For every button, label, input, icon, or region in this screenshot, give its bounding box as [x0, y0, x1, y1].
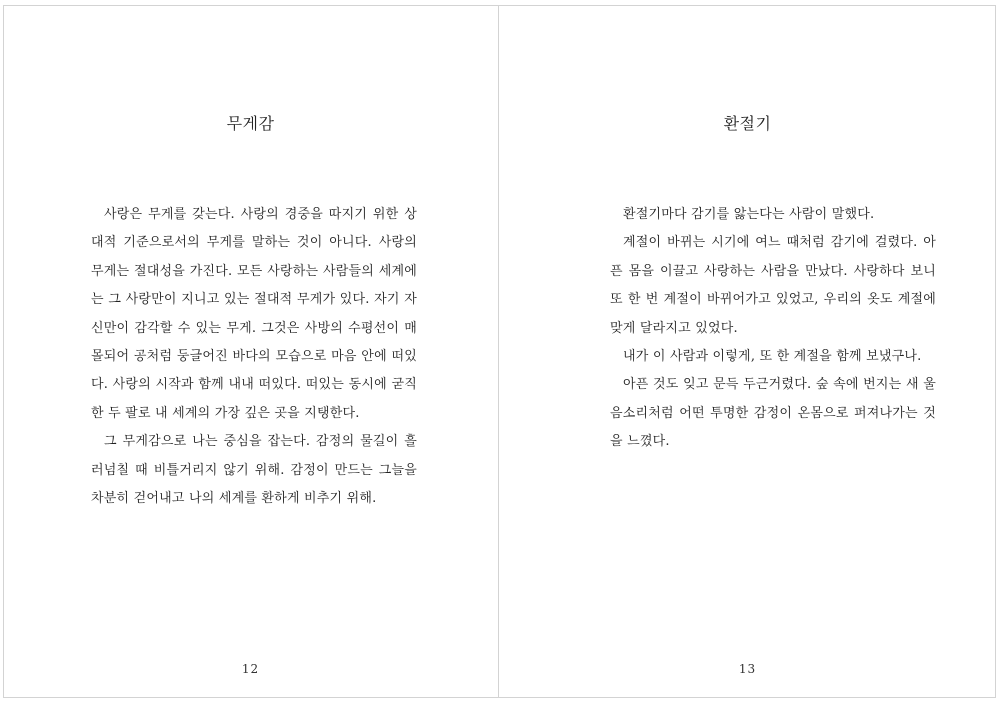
left-paragraph-1: 사랑은 무게를 갖는다. 사랑의 경중을 따지기 위한 상대적 기준으로서의 무게를 말하는 것이 아니다. 사랑의 무게는 절대성을 가진다. 모든 사랑하는 사람들의 세계에는 그 사랑만이 지니고 있는 절대적 무게가 있다. 자기 자신만이 감각할 수 있는 무게. 그것은 사방의 수평선이 매몰되어 공처럼 둥글어진 바다의 모습으로 마음 안에 떠있다. 사랑의 시작과 함께 내내 떠있다. 떠있는 동시에 굳직한 두 팔로 내 세계의 가장 깊은 곳을 지탱한다.: [91, 207, 417, 421]
right-page-number: 13: [738, 662, 757, 676]
right-paragraph-3: 내가 이 사람과 이렇게, 또 한 계절을 함께 보냈구나.: [623, 349, 922, 365]
left-paragraph-2: 그 무게감으로 나는 중심을 잡는다. 감정의 물길이 흘러넘칠 때 비틀거리지 않기 위해. 감정이 만드는 그늘을 차분히 걷어내고 나의 세계를 환하게 비추기 위해.: [91, 434, 417, 507]
left-page-body: [91, 201, 417, 513]
right-paragraph-2: 계절이 바뀌는 시기에 여느 때처럼 감기에 걸렸다. 아픈 몸을 이끌고 사랑하는 사람을 만났다. 사랑하다 보니 또 한 번 계절이 바뀌어가고 있었고, 우리의 옷도 계절에 맞게 달라지고 있었다.: [610, 235, 936, 336]
left-page-title: 무게감: [226, 114, 275, 133]
right-page-title: 환절기: [723, 114, 772, 133]
right-paragraph-4: 아픈 것도 잊고 문득 두근거렸다. 숲 속에 번지는 새 울음소리처럼 어떤 투명한 감정이 온몸으로 퍼져나가는 것을 느꼈다.: [610, 377, 936, 450]
right-page: [499, 5, 996, 698]
left-page-number: 12: [241, 662, 260, 676]
right-page-body: [610, 201, 936, 457]
right-paragraph-1: 환절기마다 감기를 앓는다는 사람이 말했다.: [623, 207, 875, 222]
left-page: [3, 5, 498, 698]
